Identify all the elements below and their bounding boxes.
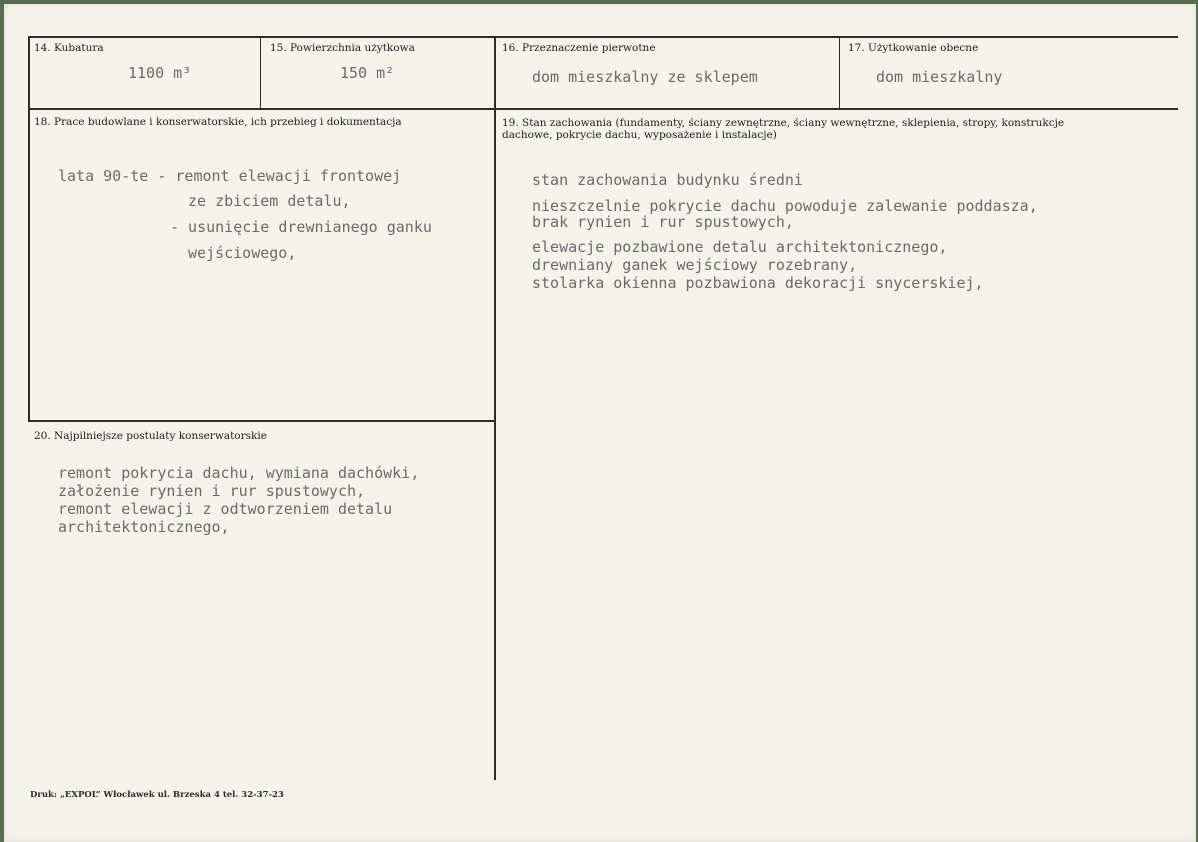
- printer-footer: Druk: „EXPOL” Włocławek ul. Brzeska 4 tel. 32-37-23: [30, 790, 284, 800]
- stan-line: drewniany ganek wejściowy rozebrany,: [532, 256, 858, 274]
- prace-line: wejściowego,: [188, 244, 297, 262]
- stan-line: elewacje pozbawione detalu architektonicznego,: [532, 238, 948, 256]
- prace-line: lata 90-te - remont elewacji frontowej: [58, 167, 402, 185]
- stan-line: stolarka okienna pozbawiona dekoracji snycerskiej,: [532, 274, 984, 292]
- postulaty-label: 20. Najpilniejsze postulaty konserwatorskie: [34, 430, 267, 442]
- powierzchnia-value: 150 m²: [340, 64, 395, 82]
- postulaty-line: założenie rynien i rur spustowych,: [58, 482, 366, 500]
- stan-label: 19. Stan zachowania (fundamenty, ściany zewnętrzne, ściany wewnętrzne, sklepienia, stropy, konstrukcje dachowe, pokrycie dachu, wyposażenie i instalacje): [502, 117, 1065, 141]
- postulaty-line: remont elewacji z odtworzeniem detalu: [58, 500, 393, 518]
- center-divider: [494, 36, 496, 780]
- uzytkowanie-label: 17. Użytkowanie obecne: [848, 42, 979, 54]
- prace-line: ze zbiciem detalu,: [188, 192, 351, 210]
- divider-14-15: [260, 36, 261, 110]
- przeznaczenie-value: dom mieszkalny ze sklepem: [532, 68, 758, 86]
- postulaty-line: architektonicznego,: [58, 518, 230, 536]
- postulaty-line: remont pokrycia dachu, wymiana dachówki,: [58, 464, 420, 482]
- left-border: [28, 36, 30, 422]
- kubatura-value: 1100 m³: [128, 64, 192, 82]
- uzytkowanie-value: dom mieszkalny: [876, 68, 1003, 86]
- przeznaczenie-label: 16. Przeznaczenie pierwotne: [502, 42, 656, 54]
- divider-16-17: [839, 36, 840, 110]
- kubatura-label: 14. Kubatura: [34, 42, 104, 54]
- stan-line: brak rynien i rur spustowych,: [532, 213, 794, 231]
- top-border: [28, 36, 1178, 38]
- row2-bottom-border: [28, 420, 496, 422]
- stan-line: stan zachowania budynku średni: [532, 171, 803, 189]
- row1-bottom-border: [28, 108, 1178, 110]
- powierzchnia-label: 15. Powierzchnia użytkowa: [270, 42, 415, 54]
- stan-line: nieszczelnie pokrycie dachu powoduje zalewanie poddasza,: [532, 197, 1038, 215]
- form-sheet: [4, 4, 1196, 842]
- prace-label: 18. Prace budowlane i konserwatorskie, ich przebieg i dokumentacja: [34, 116, 402, 128]
- prace-line: - usunięcie drewnianego ganku: [170, 218, 432, 236]
